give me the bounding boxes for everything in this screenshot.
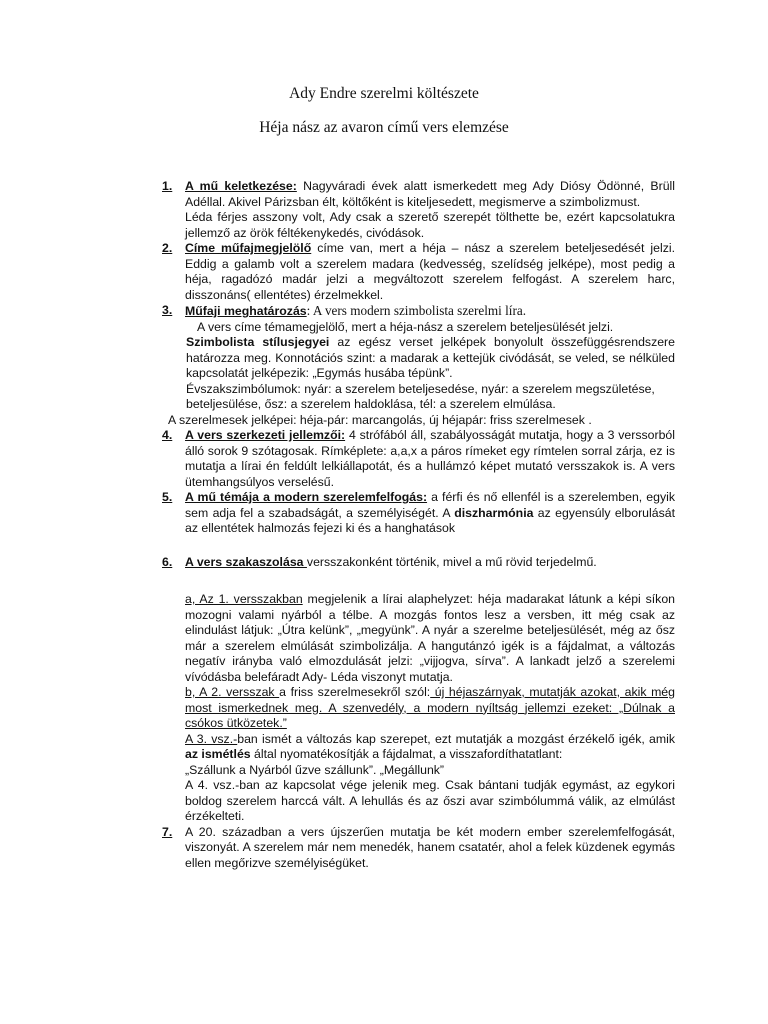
section-6-sub-b: b, A 2. versszak a friss szerelmesekről szól: új héjaszárnyak, mutatják azokat, akik még most ismerkednek meg. A szenvedély, a modern nyíltság jellemzi ezeket: „Dúlnak a csókos ütközetek.” bbox=[185, 685, 675, 730]
section-heading: Műfaji meghatározás bbox=[185, 304, 307, 318]
section-number: 4. bbox=[162, 428, 173, 442]
section-number: 7. bbox=[162, 824, 173, 839]
section-heading: Címe műfajmegjelölő bbox=[185, 241, 312, 255]
section-3-lead: Műfaji meghatározás: A vers modern szimbolista szerelmi líra. bbox=[185, 303, 527, 318]
sub-lead: b, A 2. versszak bbox=[185, 685, 280, 699]
section-3-para-1: A vers címe témamegjelölő, mert a héja-nász a szerelem beteljesülését jelzi. bbox=[197, 319, 614, 334]
section-heading: A vers szerkezeti jellemzői: bbox=[185, 428, 346, 442]
section-1-text-a: A mű keletkezése: Nagyváradi évek alatt ismerkedett meg Ady Diósy Ödönné, Brüll Adéllal. Akivel Párizsban élt, költőként is kiteljesedett, megismerve a szimbolizmust. bbox=[185, 179, 675, 209]
section-3-para-4: A szerelmesek jelképei: héja-pár: marcangolás, új héjapár: friss szerelmesek . bbox=[168, 412, 592, 427]
section-number: 2. bbox=[162, 241, 173, 255]
section-1 bbox=[162, 179, 675, 241]
spacer bbox=[162, 537, 675, 555]
bold-lead: Szimbolista stílusjegyei bbox=[186, 335, 330, 349]
section-1-text-b: Léda férjes asszony volt, Ady csak a szerető szerepét tölthette be, ezért kapcsolatukra jellemző az örök féltékenykedés, civódások. bbox=[185, 210, 675, 240]
spacer bbox=[185, 570, 675, 592]
section-5-text: A mű témája a modern szerelemfelfogás: a férfi és nő ellenfél is a szerelemben, egyik sem adja fel a szabadságát, a személyiségét. A diszharmónia az egyensúly elborulását az ellentétek halmozás fejezi ki és a hanghatások bbox=[185, 490, 675, 535]
section-7-text: A 20. században a vers újszerűen mutatja be két modern ember szerelemfelfogását, viszonyát. A szerelem már nem menedék, hanem csatatér, ahol a felek küzdenek egymás ellen megőrizve személyiségüket. bbox=[185, 824, 675, 870]
section-2-text: Címe műfajmegjelölő címe van, mert a héja – nász a szerelem beteljesedését jelzi. Eddig a galamb volt a szerelem madara (kedvesség, szelídség jelképe), most pedig a héja, ragadózó madár jelzi a megváltozott szerelem felfogást. A szerelem harc, disszonáns( ellentétes) érzelmekkel. bbox=[185, 241, 675, 302]
section-number: 6. bbox=[162, 554, 173, 569]
section-heading: A mű keletkezése: bbox=[185, 179, 297, 193]
sub-lead: A 4. vsz.-ban bbox=[185, 778, 260, 792]
section-6 bbox=[162, 555, 675, 825]
document-subtitle: Héja nász az avaron című vers elemzése bbox=[259, 119, 509, 136]
section-6-sub-c: A 3. vsz.-ban ismét a változás kap szerepet, ezt mutatják a mozgást érzékelő igék, amik az ismétlés által nyomatékosítják a fájdalmat, a visszafordíthatatlant: bbox=[185, 731, 676, 761]
section-3 bbox=[162, 303, 675, 428]
section-6-text: A vers szakaszolása versszakonként történik, mivel a mű rövid terjedelmű. bbox=[185, 554, 597, 569]
section-6-sub-d: A 4. vsz.-ban az kapcsolat vége jelenik meg. Csak bántani tudják egymást, az egykori boldog szerelem harccá vált. A lehullás és az őszi avar szimbólummá válik, az elmúlást érzékelteti. bbox=[185, 778, 676, 823]
section-number: 1. bbox=[162, 179, 173, 193]
document-title: Ady Endre szerelmi költészete bbox=[289, 85, 479, 102]
section-3-para-2: Szimbolista stílusjegyei az egész verset jelképek bonyolult összefüggésrendszere határozza meg. Konnotációs szint: a madarak a kettejük civódását, se veled, se nélküled kapcsolatát jelképezik: „Egymás husába tépünk”. bbox=[186, 335, 675, 380]
section-4-text: A vers szerkezeti jellemzői: 4 strófából áll, szabályosságát mutatja, hogy a 3 verssorból álló sorok 9 szótagosak. Rímképlete: a,a,x a páros rímeket egy rímtelen sorral zárja, ez is mutatja a lírai én feldúlt lelkiállapotát, és a hullámzó képet mutató versszakok is. A vers ütemhangsúlyos verselésű. bbox=[185, 428, 676, 489]
section-number: 3. bbox=[162, 303, 173, 317]
section-5 bbox=[162, 490, 675, 537]
sub-lead: A 3. vsz.- bbox=[185, 731, 238, 746]
section-6-sub-a: a, Az 1. versszakban megjelenik a lírai alaphelyzet: héja madarakat látunk a képi síkon mozogni valami nyárból a télbe. A mozgás fontos lesz a versben, itt még csak az elindulást látjuk: „Útra kelünk”, „megyünk”. A nyár a szerelme beteljesülését, még az ősz már a szerelem elmúlását szimbolizálja. A hangutánzó igék is a fájdalmat, a változás negatív irányba való elmozdulását jelzi: „vijjogva, sírva”. A lankadt jelző a szerelemi vívódásba belefáradt Ady- Léda viszonyt mutatja. bbox=[185, 592, 675, 684]
section-3-para-3: Évszakszimbólumok: nyár: a szerelem beteljesedése, nyár: a szerelem megszületése, beteljesülése, ősz: a szerelem haldoklása, tél: a szerelem elmúlása. bbox=[186, 381, 655, 411]
section-6-sub-c-quote: „Szállunk a Nyárból űzve szállunk”. „Megállunk” bbox=[185, 762, 445, 777]
sub-lead: a, Az 1. versszakban bbox=[185, 592, 303, 606]
section-number: 5. bbox=[162, 490, 173, 504]
section-4 bbox=[162, 428, 675, 490]
section-2 bbox=[162, 241, 675, 303]
document-body bbox=[162, 179, 675, 871]
section-heading: A mű témája a modern szerelemfelfogás: bbox=[185, 490, 428, 504]
section-7 bbox=[162, 825, 675, 872]
section-heading: A vers szakaszolása bbox=[185, 554, 307, 569]
